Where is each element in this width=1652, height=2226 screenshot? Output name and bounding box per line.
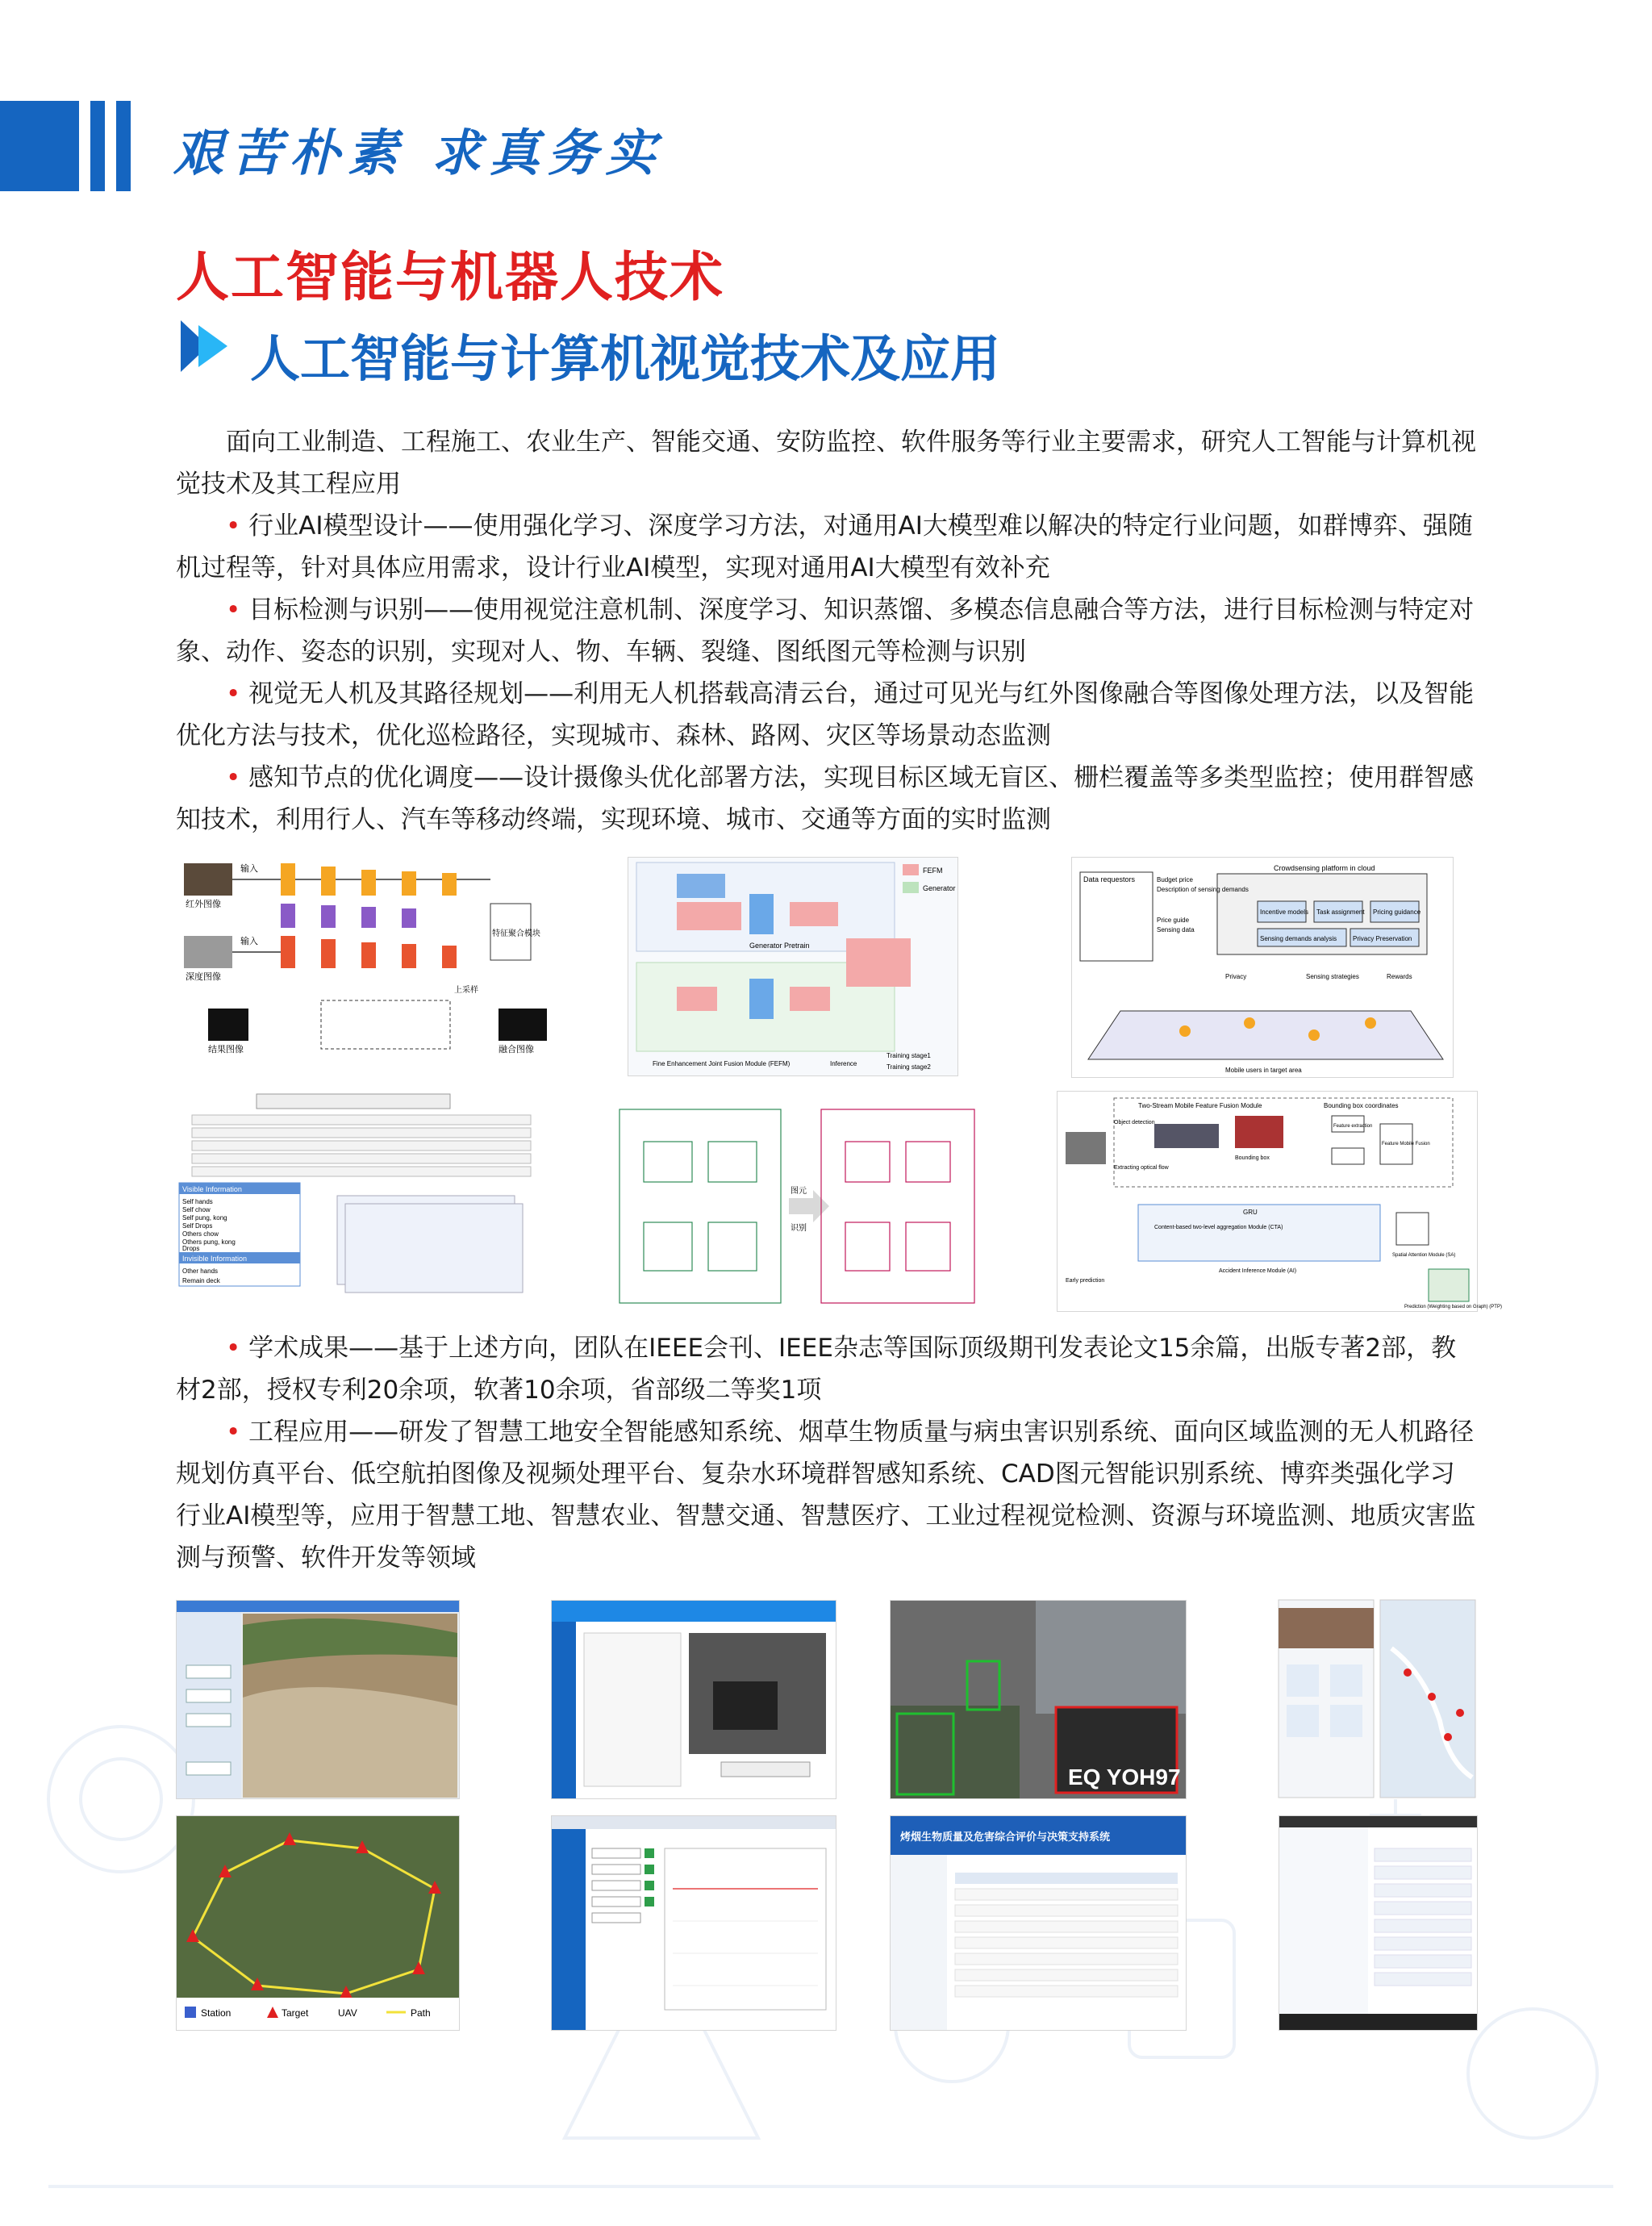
sub-title: 人工智能与计算机视觉技术及应用 bbox=[250, 329, 1001, 388]
fusion-label: 输入 bbox=[240, 937, 258, 946]
header-stripe bbox=[116, 101, 131, 191]
fusion-label: 融合图像 bbox=[499, 1045, 534, 1055]
fusion-label: 特征聚合模块 bbox=[492, 929, 540, 938]
fefm-label: Inference bbox=[830, 1060, 857, 1067]
fusion-label: 上采样 bbox=[454, 986, 478, 995]
crowd-label: Budget price bbox=[1157, 876, 1193, 883]
mahjong-label: Self pung, kong bbox=[182, 1214, 227, 1222]
mobile-list-screenshot bbox=[1279, 1815, 1478, 2031]
bullet-dot: • bbox=[226, 595, 249, 624]
crowd-label: Crowdsensing platform in cloud bbox=[1274, 864, 1375, 872]
twostream-label: Content-based two-level aggregation Module (CTA) bbox=[1154, 1225, 1283, 1230]
mobile-app-screenshot bbox=[1279, 1600, 1476, 1798]
fefm-label: Training stage1 bbox=[886, 1052, 931, 1059]
fusion-label: 结果图像 bbox=[208, 1045, 244, 1055]
motto: 艰苦朴素 求真务实 bbox=[173, 123, 664, 182]
mahjong-label: Others pung, kong bbox=[182, 1238, 236, 1246]
bullet-dot: • bbox=[226, 1334, 249, 1363]
crowd-label: Sensing demands analysis bbox=[1260, 935, 1337, 942]
fefm-label: FEFM bbox=[923, 867, 943, 875]
crowd-label: Mobile users in target area bbox=[1225, 1067, 1302, 1074]
mahjong-label: Others chow bbox=[182, 1230, 219, 1238]
twostream-label: Early prediction bbox=[1066, 1278, 1105, 1284]
two-stream-figure bbox=[1057, 1091, 1502, 1312]
fusion-label: 输入 bbox=[240, 864, 258, 874]
crowd-label: Data requestors bbox=[1083, 875, 1136, 883]
section-title: 人工智能与机器人技术 bbox=[176, 246, 724, 308]
fefm-label: Generator bbox=[923, 884, 956, 892]
crowd-label: Rewards bbox=[1387, 973, 1412, 980]
uav-path-screenshot bbox=[176, 1815, 460, 2031]
uav-legend-label: Station bbox=[201, 2007, 232, 2019]
bullet-dot: • bbox=[226, 763, 249, 792]
twostream-label: Extracting optical flow bbox=[1114, 1165, 1169, 1171]
twostream-label: Object detection bbox=[1114, 1120, 1155, 1126]
bullet-dot: • bbox=[226, 679, 249, 708]
mahjong-figure bbox=[176, 1091, 547, 1309]
crowd-label: Privacy bbox=[1225, 973, 1247, 980]
header-stripe bbox=[90, 101, 105, 191]
body-text-bottom bbox=[176, 1327, 1476, 1579]
fefm-label: Training stage2 bbox=[886, 1063, 931, 1071]
body-text-top bbox=[176, 421, 1476, 841]
video-processing-screenshot bbox=[551, 1600, 836, 1799]
crowd-label: Pricing guidance bbox=[1373, 908, 1421, 916]
mahjong-label: Invisible Information bbox=[182, 1255, 248, 1263]
crowd-label: Privacy Preservation bbox=[1353, 935, 1412, 942]
crowd-label: Sensing strategies bbox=[1306, 973, 1359, 980]
detection-ocr-screenshot bbox=[890, 1600, 1187, 1799]
twostream-label: Accident Inference Module (AI) bbox=[1219, 1268, 1297, 1274]
uav-legend-label: UAV bbox=[338, 2007, 357, 2019]
mahjong-label: Self Drops bbox=[182, 1222, 213, 1230]
bullet-dot: • bbox=[226, 1418, 249, 1447]
fefm-label: Generator Pretrain bbox=[749, 942, 810, 950]
bullet-item: • 学术成果——基于上述方向，团队在IEEE会刊、IEEE杂志等国际顶级期刊发表论文15余篇，出版专著2部，教材2部，授权专利20余项，软著10余项，省部级二等奖1项 bbox=[176, 1334, 1457, 1405]
crowdsensing-figure bbox=[1071, 857, 1454, 1078]
mahjong-label: Visible Information bbox=[182, 1185, 242, 1193]
mahjong-label: Self chow bbox=[182, 1206, 211, 1213]
twostream-label: Bounding box coordinates bbox=[1324, 1102, 1399, 1109]
header-bar bbox=[0, 101, 79, 191]
mahjong-label: Remain deck bbox=[182, 1277, 220, 1284]
fusion-label: 红外图像 bbox=[186, 900, 221, 909]
twostream-label: Feature extraction bbox=[1333, 1124, 1373, 1129]
twostream-label: Bounding box bbox=[1235, 1155, 1270, 1161]
play-icon bbox=[176, 317, 231, 375]
fefm-figure bbox=[628, 857, 958, 1076]
fusion-network-figure bbox=[176, 855, 563, 1065]
twostream-label: Prediction (Weighting based on Graph) (PTP) bbox=[1404, 1305, 1502, 1309]
crowd-label: Sensing data bbox=[1157, 926, 1195, 933]
crowd-label: Description of sensing demands bbox=[1157, 886, 1249, 893]
cad-figure bbox=[611, 1101, 984, 1309]
bullet-item: • 目标检测与识别——使用视觉注意机制、深度学习、知识蒸馏、多模态信息融合等方法，进行目标检测与特定对象、动作、姿态的识别，实现对人、物、车辆、裂缝、图纸图元等检测与识别 bbox=[176, 595, 1475, 666]
uav-legend-label: Path bbox=[411, 2007, 431, 2019]
bullet-item: • 行业AI模型设计——使用强化学习、深度学习方法，对通用AI大模型难以解决的特定行业问题，如群博弈、强随机过程等，针对具体应用需求，设计行业AI模型，实现对通用AI大模型有效补充 bbox=[176, 512, 1473, 583]
tobacco-title: 烤烟生物质量及危害综合评价与决策支持系统 bbox=[900, 1831, 1111, 1843]
bullet-dot: • bbox=[226, 512, 249, 541]
plate-text: EQ YOH97 bbox=[1068, 1765, 1181, 1790]
intro-paragraph: 面向工业制造、工程施工、农业生产、智能交通、安防监控、软件服务等行业主要需求，研究人工智能与计算机视觉技术及其工程应用 bbox=[176, 428, 1476, 499]
crowd-label: Price guide bbox=[1157, 917, 1190, 924]
bullet-item: • 视觉无人机及其路径规划——利用无人机搭载高清云台，通过可见光与红外图像融合等图像处理方法，以及智能优化方法与技术，优化巡检路径，实现城市、森林、路网、灾区等场景动态监测 bbox=[176, 679, 1475, 750]
tobacco-system-screenshot bbox=[890, 1815, 1187, 2031]
fefm-label: Fine Enhancement Joint Fusion Module (FEFM) bbox=[653, 1060, 791, 1067]
water-sensing-screenshot bbox=[551, 1815, 836, 2031]
bullet-item: • 感知节点的优化调度——设计摄像头优化部署方法，实现目标区域无盲区、栅栏覆盖等多类型监控；使用群智感知技术，利用行人、汽车等移动终端，实现环境、城市、交通等方面的实时监测 bbox=[176, 763, 1475, 834]
site-safety-screenshot bbox=[176, 1600, 460, 1799]
uav-legend-label: Target bbox=[282, 2007, 309, 2019]
bullet-item: • 工程应用——研发了智慧工地安全智能感知系统、烟草生物质量与病虫害识别系统、面向区域监测的无人机路径规划仿真平台、低空航拍图像及视频处理平台、复杂水环境群智感知系统、CAD图元智能识别系统、博弈类强化学习行业AI模型等，应用于智慧工地、智慧农业、智慧交通、智慧医疗、工业过程视觉检测、资源与环境监测、地质灾害监测与预警、软件开发等领域 bbox=[176, 1418, 1476, 1572]
twostream-label: Two-Stream Mobile Feature Fusion Module bbox=[1138, 1102, 1262, 1109]
cad-label: 识别 bbox=[791, 1224, 807, 1233]
mahjong-label: Drops bbox=[182, 1245, 200, 1252]
mahjong-label: Other hands bbox=[182, 1268, 219, 1275]
fusion-label: 深度图像 bbox=[186, 972, 221, 982]
twostream-label: Feature Mobile Fusion bbox=[1382, 1142, 1430, 1146]
crowd-label: Task assignment bbox=[1316, 908, 1365, 916]
cad-label: 图元 bbox=[791, 1187, 807, 1196]
twostream-label: GRU bbox=[1243, 1209, 1258, 1216]
crowd-label: Incentive models bbox=[1260, 908, 1309, 916]
mahjong-label: Self hands bbox=[182, 1198, 213, 1205]
twostream-label: Spatial Attention Module (SA) bbox=[1392, 1253, 1456, 1258]
